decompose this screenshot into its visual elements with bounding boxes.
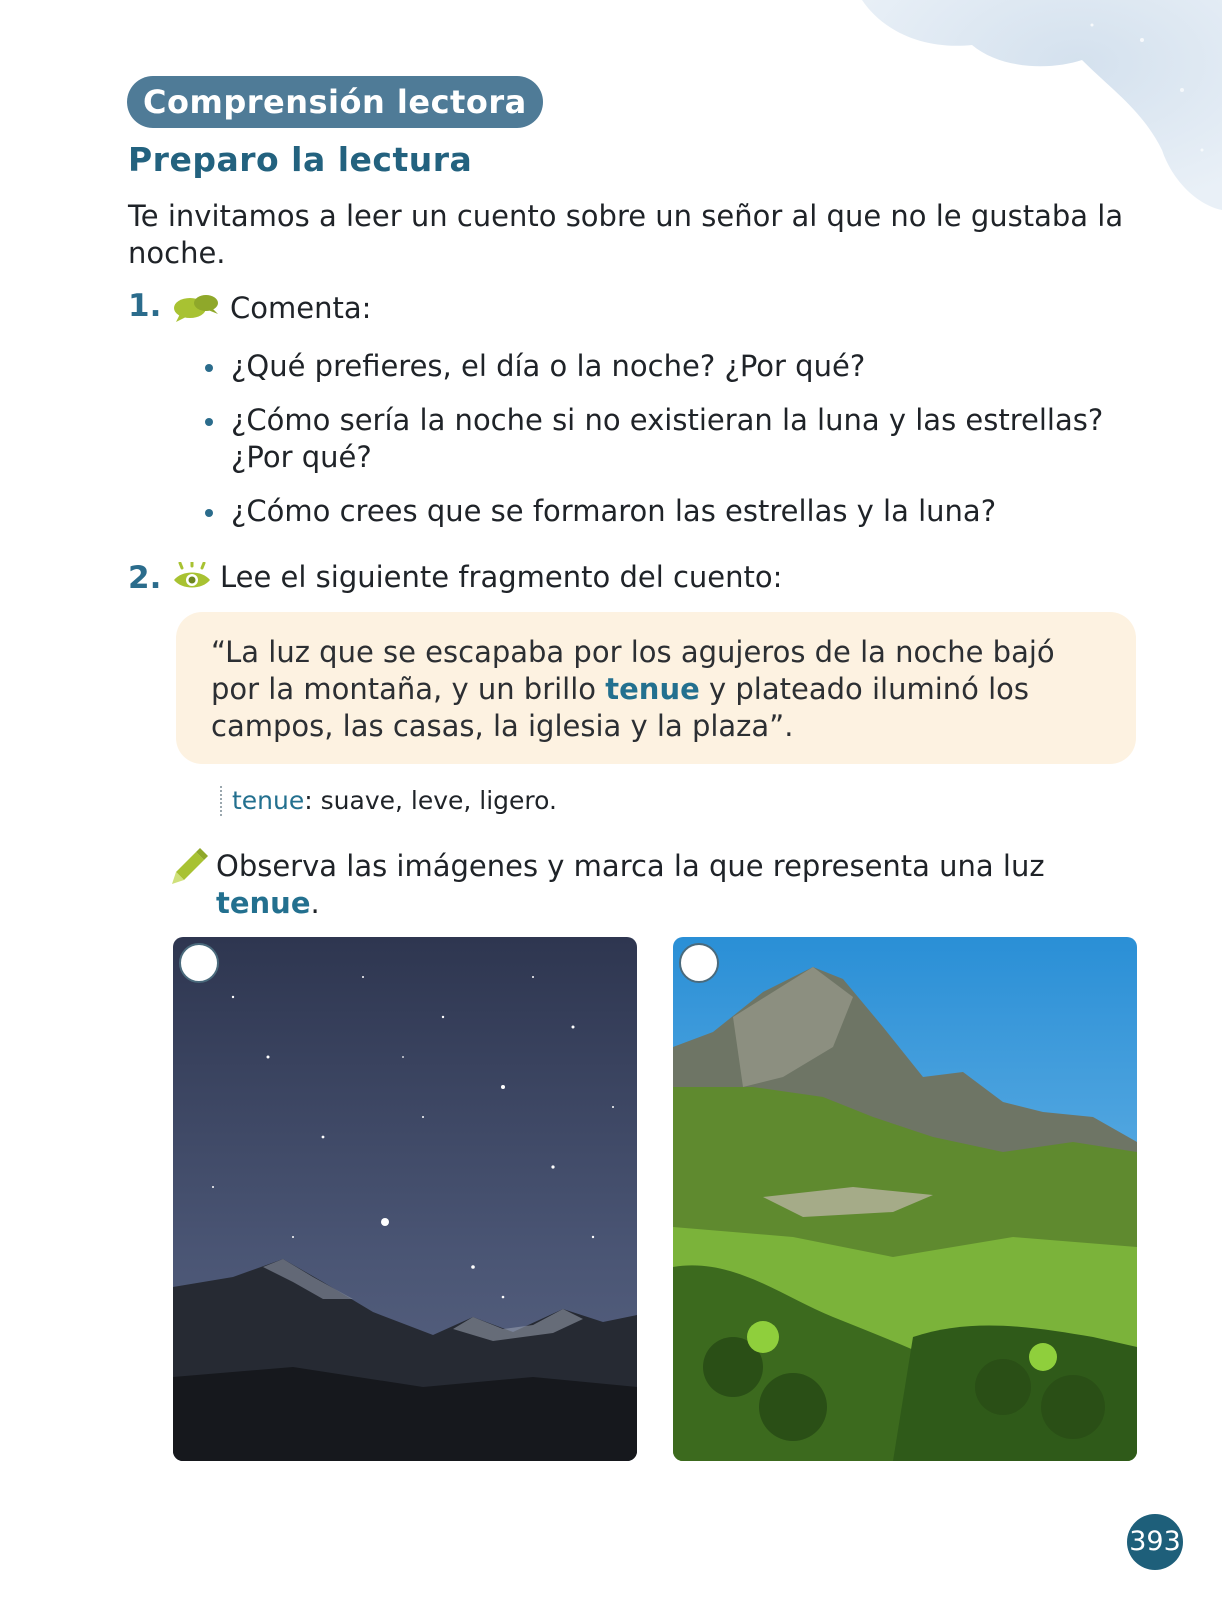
select-circle-night[interactable]: [179, 943, 219, 983]
sunny-mountain-illustration: [673, 937, 1137, 1461]
list-item: ¿Cómo sería la noche si no existieran la luna y las estrellas? ¿Por qué?: [205, 402, 1135, 476]
activity-2-number: 2.: [128, 560, 162, 596]
cloud-decoration: [842, 0, 1222, 220]
speech-bubbles-icon: [172, 292, 220, 324]
glossary-definition: : suave, leve, ligero.: [304, 786, 557, 815]
activity-1-number: 1.: [128, 288, 162, 324]
glossary-term: tenue: [232, 786, 305, 815]
page-number: 393: [1127, 1514, 1183, 1570]
activity-2-label: Lee el siguiente fragmento del cuento:: [220, 560, 783, 594]
highlight-word: tenue: [605, 672, 700, 706]
list-item: ¿Qué prefieres, el día o la noche? ¿Por qué?: [205, 348, 1135, 385]
pencil-icon: [168, 846, 208, 886]
question-list: [205, 348, 1135, 547]
instruction-text: Observa las imágenes y marca la que representa una luz tenue.: [216, 849, 1045, 920]
intro-text: Te invitamos a leer un cuento sobre un señor al que no le gustaba la noche.: [128, 199, 1124, 270]
list-item: ¿Cómo crees que se formaron las estrellas y la luna?: [205, 493, 1135, 530]
highlight-word: tenue: [216, 886, 311, 920]
night-sky-illustration: [173, 937, 637, 1461]
activity-1-label: Comenta:: [230, 291, 372, 325]
section-subtitle: Preparo la lectura: [128, 140, 473, 179]
quote-box: [176, 612, 1136, 764]
night-sky-mountains-image: [173, 937, 637, 1461]
eye-icon: [172, 562, 212, 594]
story-fragment: “La luz que se escapaba por los agujeros de la noche bajó por la montaña, y un brillo tenue y plateado iluminó los campos, las casas, la iglesia y la plaza”.: [211, 635, 1055, 743]
sunny-green-mountain-image: [673, 937, 1137, 1461]
glossary-note: [220, 786, 557, 816]
section-badge: Comprensión lectora: [127, 76, 543, 128]
select-circle-day[interactable]: [679, 943, 719, 983]
